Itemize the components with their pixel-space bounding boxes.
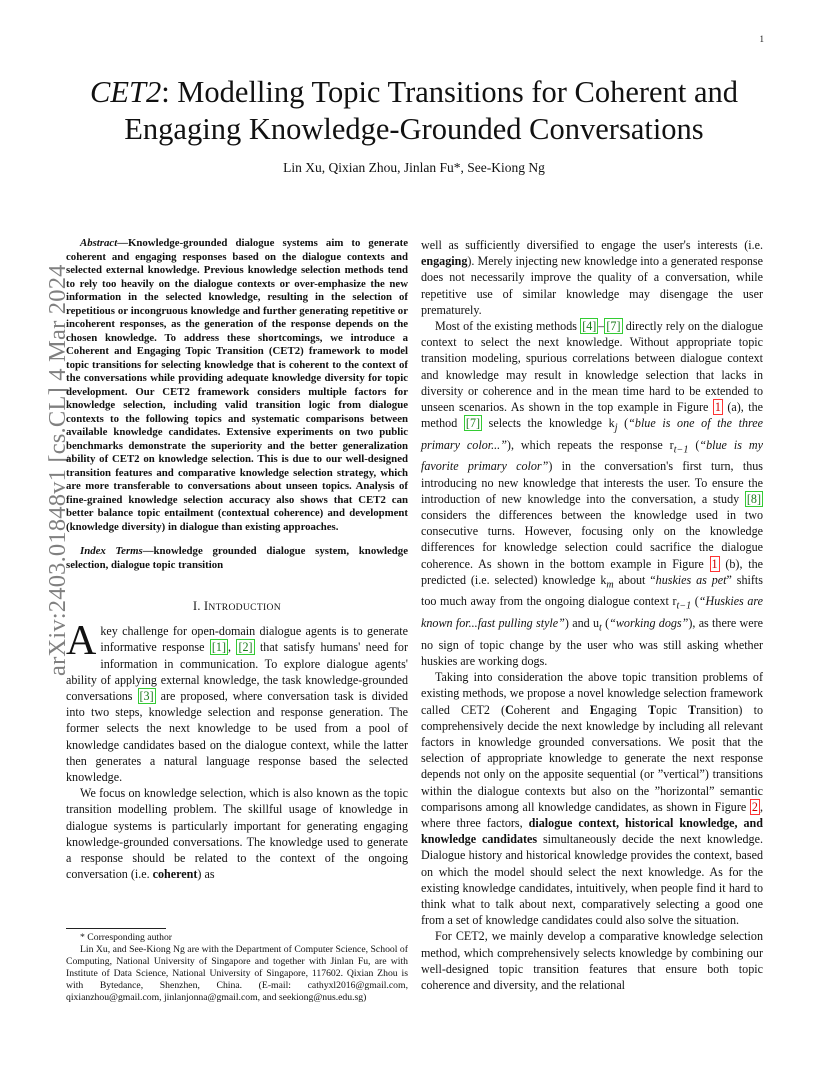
footnote-affiliations: Lin Xu, and See-Kiong Ng are with the Department of Computer Science, School of Computing, National University of Singapore and together with Jinlan Fu, are with Institute of Data Science, National University of Singapore, 117602. Qixian Zhou is with Bytedance, Shenzhen, China. (E-mail: cathyxl2016@gmail.com, qixianzhou@gmail.com, jinlanjonna@gmail.com, and seekiong@nus.edu.sg) — [66, 944, 408, 1003]
page-number: 1 — [759, 34, 764, 44]
abstract — [66, 237, 408, 534]
intro-paragraph-2: We focus on knowledge selection, which is also known as the topic transition modelling problem. The skillful usage of knowledge in dialogue systems is particularly important for generating engaging knowledge-grounded conversations. The knowledge used to generate a response should be related to the context of the ongoing conversation (i.e. coherent) as — [66, 786, 408, 882]
figure-link[interactable]: 2 — [751, 799, 758, 814]
index-terms — [66, 545, 408, 572]
drop-cap: A — [66, 618, 97, 665]
title-rest: : Modelling Topic Transitions for Coherent and Engaging Knowledge-Grounded Conversations — [124, 75, 738, 146]
index-terms-text: —knowledge grounded dialogue system, knowledge selection, dialogue topic transition — [66, 545, 408, 571]
citation-link[interactable]: [1] — [211, 640, 226, 655]
citation-link[interactable]: [8] — [746, 491, 761, 506]
intro-paragraph-1: A key challenge for open-domain dialogue agents is to generate informative response [1] , [2] that satisfy humans' need for information in communication. To explore dialogue agents' ability of applying external knowledge, the task knowledge-grounded conversations [3] are proposed, where conversation task is divided into two steps, knowledge selection and response generation. The former selects the next knowledge to be used from a pool of knowledge candidates based on the dialogue context, while the latter then generates a natural language response based the selected knowledge. — [66, 618, 409, 785]
figure-link[interactable]: 1 — [714, 400, 721, 415]
citation-link[interactable]: [7] — [606, 319, 621, 334]
citation-link[interactable]: [4] — [582, 319, 597, 334]
abstract-text: —Knowledge-grounded dialogue systems aim to generate coherent and engaging responses based on the dialogue contexts and selected external knowledge. Previous knowledge selection methods tend to rely too heavily on the dialogue contexts or over-emphasize the new information in the selected knowledge, resulting in the selection of repetitious or incongruous knowledge and further generating repetitive or incoherent responses, as the generation of the response depends on the chosen knowledge. To address these shortcomings, we introduce a Coherent and Engaging Topic Transition (CET2) framework to model topic transitions for selecting knowledge that is coherent to the context of the conversations while providing adequate knowledge diversity for topic development. Our CET2 framework considers multiple factors for knowledge selection, including valid transition logic from dialogue contexts to the following topics and systematic comparisons between available knowledge candidates. Extensive experiments on two public benchmarks demonstrate the superiority and the better generalization ability of CET2 on knowledge selection. This is due to our well-designed transition features and comparative knowledge selection strategy, which are more transferable to conversations about unseen topics. Analysis of fine-grained knowledge selection accuracy also shows that CET2 can better balance topic entailment (contextual coherence) and development (knowledge diversity) in dialogue than existing approaches. — [66, 237, 408, 533]
figure-link[interactable]: 1 — [711, 556, 718, 571]
footnote-divider — [66, 928, 166, 929]
citation-link[interactable]: [7] — [465, 416, 481, 431]
footnote-corresponding-author: * Corresponding author — [80, 932, 173, 943]
citation-link[interactable]: [3] — [139, 689, 154, 704]
intro-paragraph-6: For CET2, we mainly develop a comparative knowledge selection method, which comprehensively selects knowledge by combining our well-designed topic transition features that ensure both topic coherence and diversity, and the relational — [421, 929, 763, 992]
section-heading-introduction: I. INTRODUCTION — [193, 599, 281, 613]
intro-paragraph-3: well as sufficiently diversified to engage the user's interests (i.e. engaging). Merely injecting new knowledge into a generated response does not necessarily improve the quality of a conversation, while repetitive use of similar knowledge may disengage the user prematurely. — [421, 238, 763, 317]
footnotes — [66, 928, 408, 1004]
intro-paragraph-5: Taking into consideration the above topic transition problems of existing methods, we propose a novel knowledge selection framework called CET2 (Coherent and Engaging Topic Transition) to comprehensively decide the next knowledge by including all relevant factors in knowledge grounded conversations. We posit that the selection of appropriate knowledge to generate the next response depends not only on the apposite sequential (or ”vertical”) transitions within the dialogue contexts but also on the ”horizontal” semantic comparisons among all knowledge candidates, as shown in Figure 2 , where three factors, dialogue context, historical knowledge, and knowledge candidates simultaneously decide the next knowledge. Dialogue history and historical knowledge provides the context, based on which the model should select the next knowledge. As for the existing knowledge candidates, intuitively, when people find it hard to think what to talk about next, comparatively selecting a good one from a set of knowledge candidates could also solve the situation. — [421, 670, 764, 928]
arxiv-identifier: arXiv:2403.01848v1 [cs.CL] 4 Mar 2024 — [44, 264, 71, 676]
author-list: Lin Xu, Qixian Zhou, Jinlan Fu*, See-Kiong Ng — [283, 160, 545, 175]
right-column — [421, 237, 763, 993]
paper-title — [62, 74, 766, 148]
intro-paragraph-4: Most of the existing methods [4] – [7] directly rely on the dialogue context to select the next knowledge. Without appropriate topic transition modeling, spurious correlations between dialogue context and knowledge may result in knowledge selection that lacks in diversity or coherence and in the mean time hard to be extended to unseen scenarios. As shown in the top example in Figure 1 (a), the method [7] selects the knowledge $k_j$ (“blue is one of the three primary color...”), which repeats the response $r_{t-1}$ (“blue is my favorite primary color”) in the conversation's first turn, thus introducing no new knowledge that interests the user. To ensure the introduction of new knowledge into the conversation, a study [8] considers the differences between the knowledge used in two consecutive turns. However, focusing only on the knowledge differences for knowledge selection could sacrifice the dialogue coherence. As shown in the bottom example in Figure 1 (b), the predicted (i.e. selected) knowledge $k_m$ about “huskies as pet” shifts too much away from the ongoing dialogue context $r_{t-1}$ (“Huskies are known for...fast pulling style”) and $u_t$ (“working dogs”), as there were no sign of topic change by the user who was still asking whether huskies are working dogs. — [421, 319, 764, 668]
left-column — [66, 237, 408, 882]
abstract-lead: Abstract — [80, 237, 118, 249]
citation-link[interactable]: [2] — [238, 640, 253, 655]
index-terms-lead: Index Terms — [80, 545, 143, 557]
title-system-name: CET2 — [90, 75, 162, 109]
